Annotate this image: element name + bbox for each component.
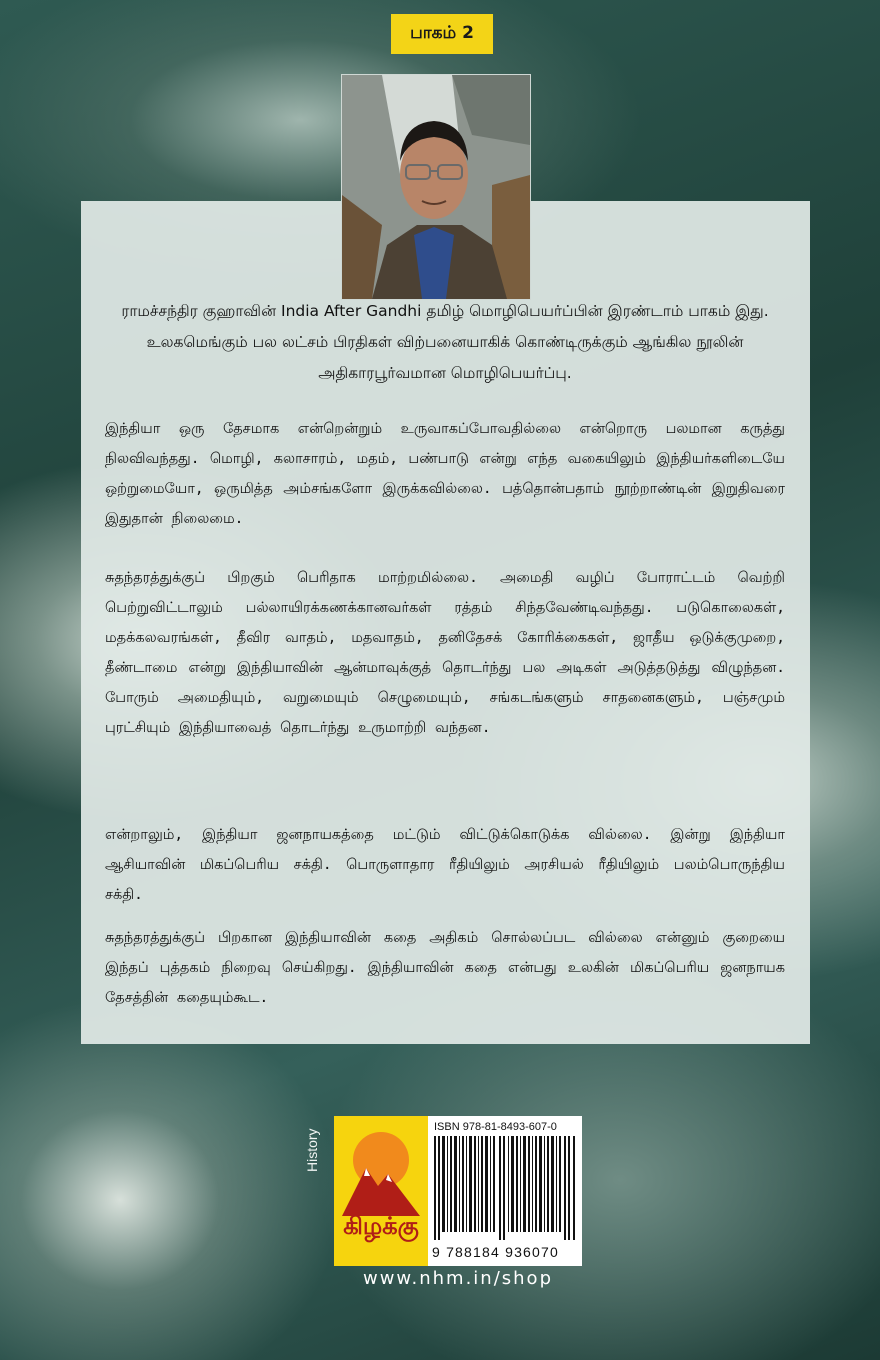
category-label: History — [304, 1128, 320, 1172]
description-paragraph-4: சுதந்தரத்துக்குப் பிறகான இந்தியாவின் கதை அதிகம் சொல்லப்பட வில்லை என்னும் குறையை இந்தப் புத்தகம் நிறைவு செய்கிறது. இந்தியாவின் கதை என்பது உலகின் மிகப்பெரிய ஜனநாயக தேசத்தின் கதையும்கூட. — [105, 930, 786, 1006]
publisher-logo-text: கிழக்கு — [343, 1212, 419, 1240]
description-paragraph-1: இந்தியா ஒரு தேசமாக என்றென்றும் உருவாகப்போவதில்லை என்றொரு பலமான கருத்து நிலவிவந்தது. மொழி, கலாசாரம், மதம், பண்பாடு என்று எந்த வகையிலும் இந்தியர்களிடையே ஒற்றுமையோ, ஒருமித்த அம்சங்களோ இருக்கவில்லை. பத்தொன்பதாம் நூற்றாண்டின் இறுதிவரை இதுதான் நிலைமை. — [105, 421, 785, 527]
description-paragraph-2: சுதந்தரத்துக்குப் பிறகும் பெரிதாக மாற்றமில்லை. அமைதி வழிப் போராட்டம் வெற்றி பெற்றுவிட்டாலும் பல்லாயிரக்கணக்கானவர்கள் ரத்தம் சிந்தவேண்டிவந்தது. படுகொலைகள், மதக்கலவரங்கள், தீவிர வாதம், மதவாதம், தனிதேசக் கோரிக்கைகள், ஜாதீய ஒடுக்குமுறை, தீண்டாமை என்று இந்தியாவின் ஆன்மாவுக்குத் தொடர்ந்து பல அடிகள் அடுத்தடுத்து விழுந்தன. போரும் அமைதியும், வறுமையும் செழுமையும், சங்கடங்களும் சாதனைகளும், பஞ்சமும் புரட்சியும் இந்தியாவைத் தொடர்ந்து உருமாற்றி வந்தன. — [105, 570, 785, 736]
publisher-logo-icon — [334, 1116, 428, 1216]
barcode-digits: 9 788184 936070 — [432, 1244, 559, 1260]
part-badge: பாகம் 2 — [391, 14, 493, 54]
barcode-bars — [434, 1136, 576, 1240]
publisher-logo — [334, 1116, 428, 1266]
barcode — [428, 1116, 582, 1266]
isbn-label: ISBN 978-81-8493-607-0 — [434, 1121, 557, 1133]
intro-text: ராமச்சந்திர குஹாவின் India After Gandhi தமிழ் மொழிபெயர்ப்பின் இரண்டாம் பாகம் இது. உலகமெங்கும் பல லட்சம் பிரதிகள் விற்பனையாகிக் கொண்டிருக்கும் ஆங்கில நூலின் அதிகாரபூர்வமான மொழிபெயர்ப்பு. — [121, 302, 769, 382]
author-photo — [341, 74, 531, 300]
description-paragraph-3: என்றாலும், இந்தியா ஜனநாயகத்தை மட்டும் விட்டுக்கொடுக்க வில்லை. இன்று இந்தியா ஆசியாவின் மிகப்பெரிய சக்தி. பொருளாதார ரீதியிலும் அரசியல் ரீதியிலும் பலம்பொருந்திய சக்தி. — [105, 827, 785, 903]
publisher-url: www.nhm.in/shop — [362, 1268, 553, 1289]
